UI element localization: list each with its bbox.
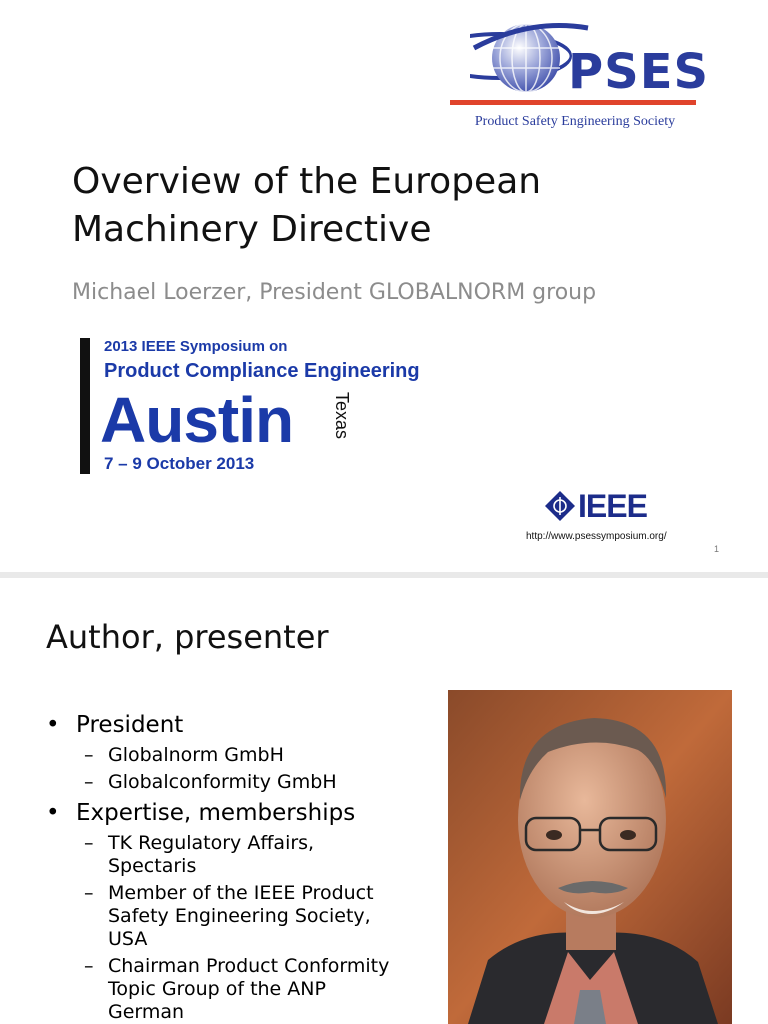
bullet-item: • Expertise, memberships [46, 798, 406, 828]
sub-bullet-item: – Chairman Product Conformity Topic Group of the ANP German [46, 955, 406, 1024]
symposium-line-2: Product Compliance Engineering [104, 360, 420, 382]
slide-title: Overview of the European Machinery Directive [72, 161, 542, 250]
symposium-city: Austin [100, 384, 294, 456]
page-number: 1 [714, 544, 720, 554]
pses-logo [450, 18, 710, 136]
pses-wordmark: PSES [568, 44, 710, 100]
symposium-state: Texas [332, 392, 352, 440]
ieee-diamond-icon [544, 490, 576, 522]
symposium-url[interactable]: http://www.psessymposium.org/ [526, 531, 667, 542]
symposium-line-1: 2013 IEEE Symposium on [104, 338, 288, 355]
sub-bullet-item: – Member of the IEEE Product Safety Engineering Society, USA [46, 882, 406, 951]
presenter-photo [448, 690, 732, 1024]
bullet-item: • President [46, 710, 406, 740]
pses-tagline: Product Safety Engineering Society [474, 114, 676, 129]
ieee-wordmark: IEEE [578, 488, 647, 524]
sub-bullet-item: – TK Regulatory Affairs, Spectaris [46, 832, 406, 878]
sub-bullet-item: – Globalnorm GmbH [46, 744, 406, 767]
bullet-list [46, 706, 406, 1024]
slide-subtitle: Michael Loerzer, President GLOBALNORM group [72, 280, 597, 305]
symposium-dates: 7 – 9 October 2013 [104, 454, 255, 473]
sub-bullet-item: – Globalconformity GmbH [46, 771, 406, 794]
badge-bar [80, 338, 90, 474]
slide-2 [0, 578, 768, 1024]
symposium-badge [80, 336, 440, 476]
slide-title: Author, presenter [46, 618, 329, 656]
logo-divider [450, 100, 696, 105]
